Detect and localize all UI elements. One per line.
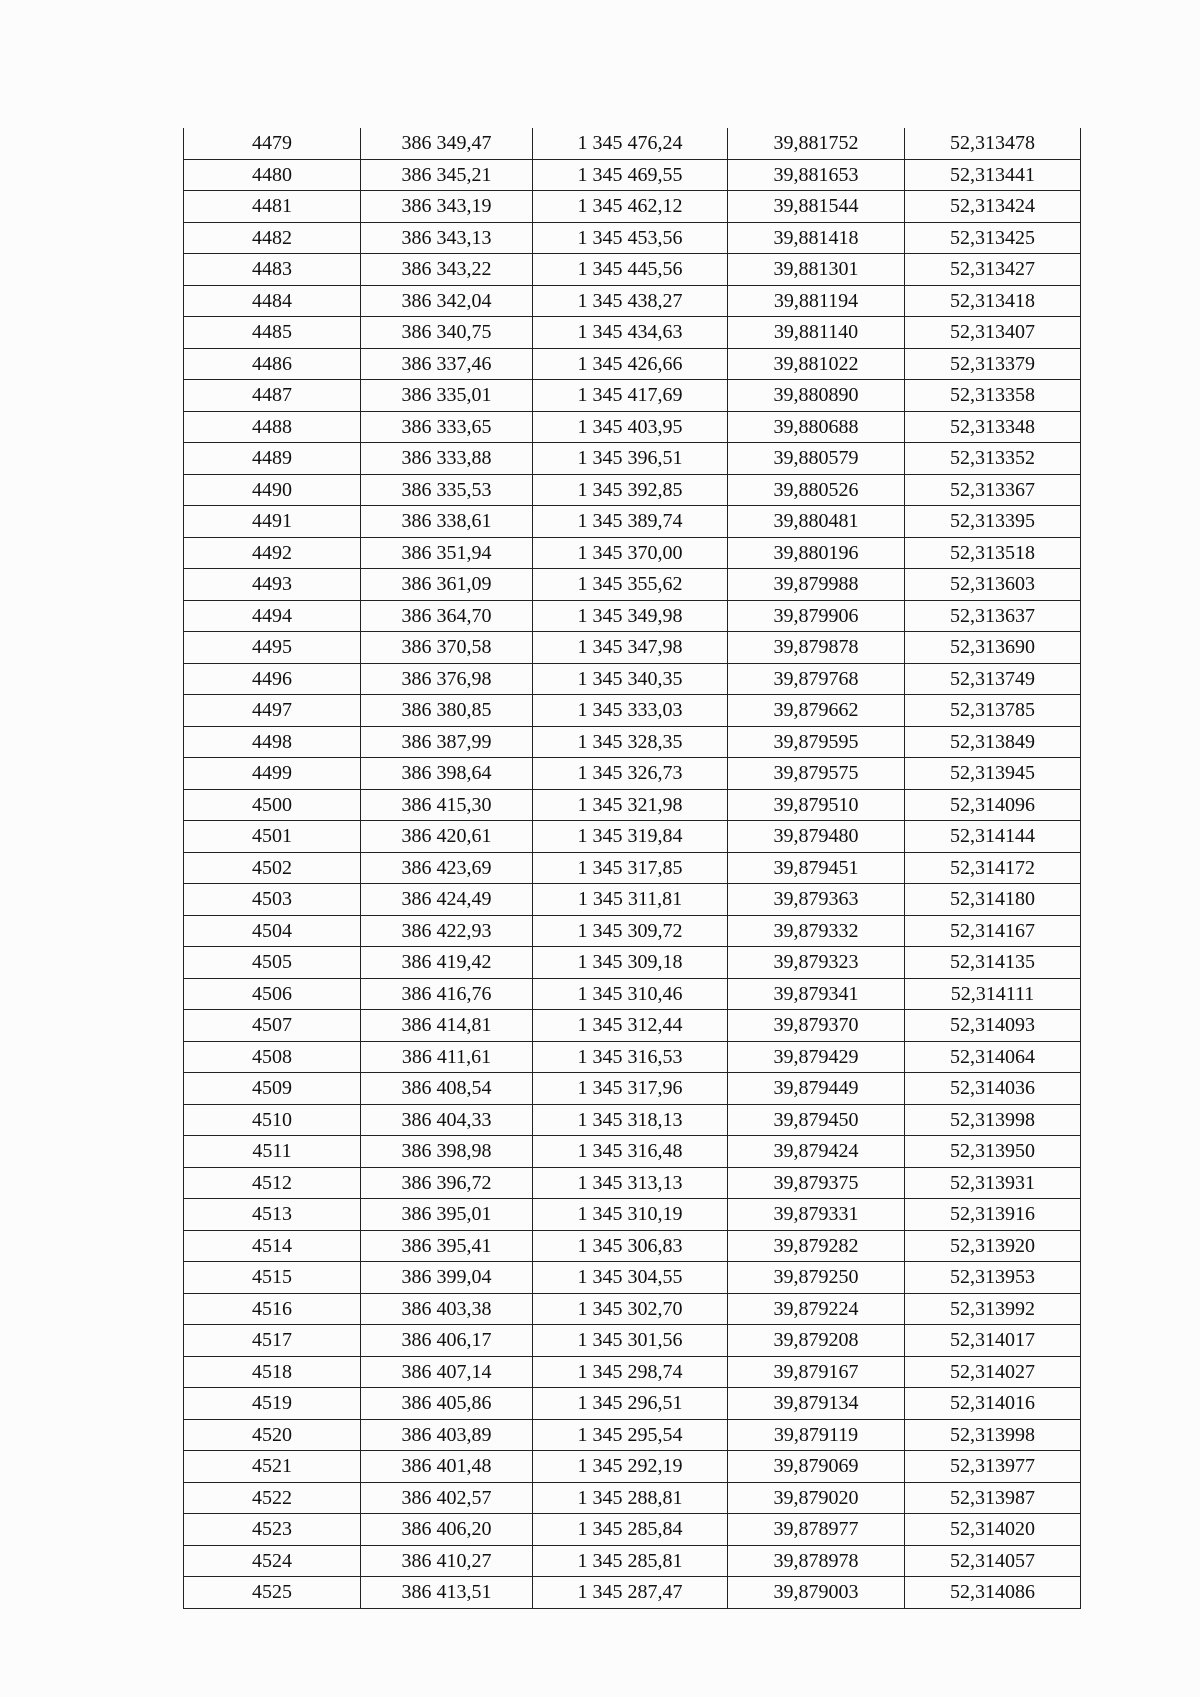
table-row <box>184 254 1081 286</box>
x-coordinate-cell: 386 415,30 <box>361 789 533 821</box>
table-row <box>184 1419 1081 1451</box>
longitude-cell: 52,313950 <box>905 1136 1081 1168</box>
y-coordinate-cell: 1 345 392,85 <box>533 474 728 506</box>
table-row <box>184 1451 1081 1483</box>
point-number-cell: 4504 <box>184 915 361 947</box>
longitude-cell: 52,314167 <box>905 915 1081 947</box>
point-number-cell: 4523 <box>184 1514 361 1546</box>
table-row <box>184 1356 1081 1388</box>
longitude-cell: 52,313603 <box>905 569 1081 601</box>
longitude-cell: 52,313427 <box>905 254 1081 286</box>
longitude-cell: 52,313998 <box>905 1419 1081 1451</box>
y-coordinate-cell: 1 345 333,03 <box>533 695 728 727</box>
point-number-cell: 4483 <box>184 254 361 286</box>
table-row <box>184 1514 1081 1546</box>
longitude-cell: 52,313367 <box>905 474 1081 506</box>
x-coordinate-cell: 386 343,22 <box>361 254 533 286</box>
y-coordinate-cell: 1 345 321,98 <box>533 789 728 821</box>
x-coordinate-cell: 386 420,61 <box>361 821 533 853</box>
y-coordinate-cell: 1 345 311,81 <box>533 884 728 916</box>
table-body <box>184 128 1081 1608</box>
longitude-cell: 52,313478 <box>905 128 1081 159</box>
latitude-cell: 39,880526 <box>728 474 905 506</box>
latitude-cell: 39,881022 <box>728 348 905 380</box>
y-coordinate-cell: 1 345 340,35 <box>533 663 728 695</box>
table-row <box>184 663 1081 695</box>
longitude-cell: 52,313920 <box>905 1230 1081 1262</box>
y-coordinate-cell: 1 345 285,84 <box>533 1514 728 1546</box>
table-row <box>184 821 1081 853</box>
longitude-cell: 52,314064 <box>905 1041 1081 1073</box>
table-row <box>184 411 1081 443</box>
latitude-cell: 39,879323 <box>728 947 905 979</box>
point-number-cell: 4508 <box>184 1041 361 1073</box>
longitude-cell: 52,313425 <box>905 222 1081 254</box>
y-coordinate-cell: 1 345 326,73 <box>533 758 728 790</box>
longitude-cell: 52,313998 <box>905 1104 1081 1136</box>
longitude-cell: 52,313424 <box>905 191 1081 223</box>
latitude-cell: 39,879208 <box>728 1325 905 1357</box>
y-coordinate-cell: 1 345 298,74 <box>533 1356 728 1388</box>
latitude-cell: 39,879375 <box>728 1167 905 1199</box>
longitude-cell: 52,313749 <box>905 663 1081 695</box>
longitude-cell: 52,314180 <box>905 884 1081 916</box>
x-coordinate-cell: 386 423,69 <box>361 852 533 884</box>
latitude-cell: 39,880890 <box>728 380 905 412</box>
latitude-cell: 39,879662 <box>728 695 905 727</box>
table-row <box>184 569 1081 601</box>
y-coordinate-cell: 1 345 319,84 <box>533 821 728 853</box>
x-coordinate-cell: 386 406,17 <box>361 1325 533 1357</box>
longitude-cell: 52,313849 <box>905 726 1081 758</box>
longitude-cell: 52,314017 <box>905 1325 1081 1357</box>
table-row <box>184 726 1081 758</box>
x-coordinate-cell: 386 402,57 <box>361 1482 533 1514</box>
y-coordinate-cell: 1 345 310,46 <box>533 978 728 1010</box>
y-coordinate-cell: 1 345 476,24 <box>533 128 728 159</box>
point-number-cell: 4516 <box>184 1293 361 1325</box>
latitude-cell: 39,879250 <box>728 1262 905 1294</box>
latitude-cell: 39,879595 <box>728 726 905 758</box>
point-number-cell: 4485 <box>184 317 361 349</box>
x-coordinate-cell: 386 370,58 <box>361 632 533 664</box>
table-row <box>184 1199 1081 1231</box>
longitude-cell: 52,313987 <box>905 1482 1081 1514</box>
point-number-cell: 4488 <box>184 411 361 443</box>
point-number-cell: 4513 <box>184 1199 361 1231</box>
longitude-cell: 52,313945 <box>905 758 1081 790</box>
y-coordinate-cell: 1 345 469,55 <box>533 159 728 191</box>
longitude-cell: 52,313637 <box>905 600 1081 632</box>
table-row <box>184 884 1081 916</box>
longitude-cell: 52,313518 <box>905 537 1081 569</box>
point-number-cell: 4512 <box>184 1167 361 1199</box>
y-coordinate-cell: 1 345 426,66 <box>533 348 728 380</box>
longitude-cell: 52,313379 <box>905 348 1081 380</box>
x-coordinate-cell: 386 399,04 <box>361 1262 533 1294</box>
table-row <box>184 852 1081 884</box>
longitude-cell: 52,313395 <box>905 506 1081 538</box>
latitude-cell: 39,881418 <box>728 222 905 254</box>
x-coordinate-cell: 386 404,33 <box>361 1104 533 1136</box>
point-number-cell: 4502 <box>184 852 361 884</box>
longitude-cell: 52,314144 <box>905 821 1081 853</box>
longitude-cell: 52,314135 <box>905 947 1081 979</box>
point-number-cell: 4496 <box>184 663 361 695</box>
point-number-cell: 4515 <box>184 1262 361 1294</box>
longitude-cell: 52,313931 <box>905 1167 1081 1199</box>
point-number-cell: 4520 <box>184 1419 361 1451</box>
x-coordinate-cell: 386 387,99 <box>361 726 533 758</box>
table-row <box>184 1104 1081 1136</box>
table-row <box>184 317 1081 349</box>
y-coordinate-cell: 1 345 347,98 <box>533 632 728 664</box>
latitude-cell: 39,879480 <box>728 821 905 853</box>
longitude-cell: 52,313992 <box>905 1293 1081 1325</box>
x-coordinate-cell: 386 424,49 <box>361 884 533 916</box>
x-coordinate-cell: 386 414,81 <box>361 1010 533 1042</box>
x-coordinate-cell: 386 395,41 <box>361 1230 533 1262</box>
y-coordinate-cell: 1 345 304,55 <box>533 1262 728 1294</box>
y-coordinate-cell: 1 345 349,98 <box>533 600 728 632</box>
table-row <box>184 1136 1081 1168</box>
point-number-cell: 4500 <box>184 789 361 821</box>
table-row <box>184 1325 1081 1357</box>
y-coordinate-cell: 1 345 417,69 <box>533 380 728 412</box>
table-row <box>184 1545 1081 1577</box>
y-coordinate-cell: 1 345 285,81 <box>533 1545 728 1577</box>
y-coordinate-cell: 1 345 287,47 <box>533 1577 728 1609</box>
point-number-cell: 4495 <box>184 632 361 664</box>
y-coordinate-cell: 1 345 302,70 <box>533 1293 728 1325</box>
y-coordinate-cell: 1 345 317,96 <box>533 1073 728 1105</box>
table-row <box>184 285 1081 317</box>
table-row <box>184 128 1081 159</box>
point-number-cell: 4503 <box>184 884 361 916</box>
x-coordinate-cell: 386 406,20 <box>361 1514 533 1546</box>
latitude-cell: 39,879424 <box>728 1136 905 1168</box>
x-coordinate-cell: 386 411,61 <box>361 1041 533 1073</box>
table-row <box>184 191 1081 223</box>
latitude-cell: 39,879363 <box>728 884 905 916</box>
x-coordinate-cell: 386 335,01 <box>361 380 533 412</box>
point-number-cell: 4519 <box>184 1388 361 1420</box>
table-row <box>184 600 1081 632</box>
latitude-cell: 39,880196 <box>728 537 905 569</box>
table-row <box>184 978 1081 1010</box>
latitude-cell: 39,879449 <box>728 1073 905 1105</box>
y-coordinate-cell: 1 345 389,74 <box>533 506 728 538</box>
y-coordinate-cell: 1 345 309,18 <box>533 947 728 979</box>
longitude-cell: 52,313953 <box>905 1262 1081 1294</box>
table-row <box>184 348 1081 380</box>
longitude-cell: 52,314036 <box>905 1073 1081 1105</box>
x-coordinate-cell: 386 351,94 <box>361 537 533 569</box>
coordinates-table <box>183 128 1081 1609</box>
longitude-cell: 52,314096 <box>905 789 1081 821</box>
y-coordinate-cell: 1 345 445,56 <box>533 254 728 286</box>
table-row <box>184 506 1081 538</box>
point-number-cell: 4498 <box>184 726 361 758</box>
table-row <box>184 380 1081 412</box>
point-number-cell: 4525 <box>184 1577 361 1609</box>
x-coordinate-cell: 386 364,70 <box>361 600 533 632</box>
latitude-cell: 39,879906 <box>728 600 905 632</box>
x-coordinate-cell: 386 380,85 <box>361 695 533 727</box>
y-coordinate-cell: 1 345 309,72 <box>533 915 728 947</box>
latitude-cell: 39,879429 <box>728 1041 905 1073</box>
latitude-cell: 39,880579 <box>728 443 905 475</box>
point-number-cell: 4506 <box>184 978 361 1010</box>
latitude-cell: 39,878977 <box>728 1514 905 1546</box>
point-number-cell: 4479 <box>184 128 361 159</box>
table-row <box>184 695 1081 727</box>
point-number-cell: 4521 <box>184 1451 361 1483</box>
longitude-cell: 52,314020 <box>905 1514 1081 1546</box>
longitude-cell: 52,314057 <box>905 1545 1081 1577</box>
longitude-cell: 52,314093 <box>905 1010 1081 1042</box>
point-number-cell: 4511 <box>184 1136 361 1168</box>
y-coordinate-cell: 1 345 434,63 <box>533 317 728 349</box>
point-number-cell: 4486 <box>184 348 361 380</box>
table-row <box>184 1293 1081 1325</box>
x-coordinate-cell: 386 407,14 <box>361 1356 533 1388</box>
x-coordinate-cell: 386 403,38 <box>361 1293 533 1325</box>
table-row <box>184 1262 1081 1294</box>
point-number-cell: 4522 <box>184 1482 361 1514</box>
point-number-cell: 4491 <box>184 506 361 538</box>
table-row <box>184 1388 1081 1420</box>
longitude-cell: 52,313407 <box>905 317 1081 349</box>
y-coordinate-cell: 1 345 370,00 <box>533 537 728 569</box>
x-coordinate-cell: 386 338,61 <box>361 506 533 538</box>
latitude-cell: 39,879332 <box>728 915 905 947</box>
x-coordinate-cell: 386 361,09 <box>361 569 533 601</box>
latitude-cell: 39,879878 <box>728 632 905 664</box>
latitude-cell: 39,881140 <box>728 317 905 349</box>
latitude-cell: 39,881301 <box>728 254 905 286</box>
x-coordinate-cell: 386 405,86 <box>361 1388 533 1420</box>
y-coordinate-cell: 1 345 288,81 <box>533 1482 728 1514</box>
point-number-cell: 4492 <box>184 537 361 569</box>
latitude-cell: 39,881752 <box>728 128 905 159</box>
x-coordinate-cell: 386 410,27 <box>361 1545 533 1577</box>
latitude-cell: 39,881194 <box>728 285 905 317</box>
y-coordinate-cell: 1 345 312,44 <box>533 1010 728 1042</box>
latitude-cell: 39,881653 <box>728 159 905 191</box>
latitude-cell: 39,880688 <box>728 411 905 443</box>
longitude-cell: 52,314086 <box>905 1577 1081 1609</box>
latitude-cell: 39,879331 <box>728 1199 905 1231</box>
longitude-cell: 52,313977 <box>905 1451 1081 1483</box>
table-row <box>184 222 1081 254</box>
y-coordinate-cell: 1 345 295,54 <box>533 1419 728 1451</box>
longitude-cell: 52,314111 <box>905 978 1081 1010</box>
y-coordinate-cell: 1 345 318,13 <box>533 1104 728 1136</box>
longitude-cell: 52,313441 <box>905 159 1081 191</box>
y-coordinate-cell: 1 345 396,51 <box>533 443 728 475</box>
table-row <box>184 1230 1081 1262</box>
latitude-cell: 39,881544 <box>728 191 905 223</box>
latitude-cell: 39,880481 <box>728 506 905 538</box>
table-row <box>184 632 1081 664</box>
table-row <box>184 537 1081 569</box>
y-coordinate-cell: 1 345 317,85 <box>533 852 728 884</box>
point-number-cell: 4484 <box>184 285 361 317</box>
point-number-cell: 4509 <box>184 1073 361 1105</box>
longitude-cell: 52,314016 <box>905 1388 1081 1420</box>
point-number-cell: 4524 <box>184 1545 361 1577</box>
latitude-cell: 39,879370 <box>728 1010 905 1042</box>
latitude-cell: 39,879119 <box>728 1419 905 1451</box>
latitude-cell: 39,879282 <box>728 1230 905 1262</box>
longitude-cell: 52,313348 <box>905 411 1081 443</box>
point-number-cell: 4487 <box>184 380 361 412</box>
point-number-cell: 4510 <box>184 1104 361 1136</box>
x-coordinate-cell: 386 333,65 <box>361 411 533 443</box>
longitude-cell: 52,314027 <box>905 1356 1081 1388</box>
point-number-cell: 4505 <box>184 947 361 979</box>
x-coordinate-cell: 386 343,13 <box>361 222 533 254</box>
latitude-cell: 39,879510 <box>728 789 905 821</box>
x-coordinate-cell: 386 422,93 <box>361 915 533 947</box>
point-number-cell: 4482 <box>184 222 361 254</box>
x-coordinate-cell: 386 395,01 <box>361 1199 533 1231</box>
point-number-cell: 4481 <box>184 191 361 223</box>
x-coordinate-cell: 386 401,48 <box>361 1451 533 1483</box>
y-coordinate-cell: 1 345 316,48 <box>533 1136 728 1168</box>
y-coordinate-cell: 1 345 296,51 <box>533 1388 728 1420</box>
table-row <box>184 1010 1081 1042</box>
latitude-cell: 39,879003 <box>728 1577 905 1609</box>
table-row <box>184 915 1081 947</box>
x-coordinate-cell: 386 333,88 <box>361 443 533 475</box>
point-number-cell: 4507 <box>184 1010 361 1042</box>
table-row <box>184 474 1081 506</box>
latitude-cell: 39,879450 <box>728 1104 905 1136</box>
x-coordinate-cell: 386 413,51 <box>361 1577 533 1609</box>
x-coordinate-cell: 386 376,98 <box>361 663 533 695</box>
x-coordinate-cell: 386 335,53 <box>361 474 533 506</box>
table-row <box>184 789 1081 821</box>
latitude-cell: 39,879341 <box>728 978 905 1010</box>
latitude-cell: 39,878978 <box>728 1545 905 1577</box>
point-number-cell: 4490 <box>184 474 361 506</box>
x-coordinate-cell: 386 398,98 <box>361 1136 533 1168</box>
table-row <box>184 1041 1081 1073</box>
y-coordinate-cell: 1 345 438,27 <box>533 285 728 317</box>
x-coordinate-cell: 386 416,76 <box>361 978 533 1010</box>
latitude-cell: 39,879575 <box>728 758 905 790</box>
point-number-cell: 4494 <box>184 600 361 632</box>
x-coordinate-cell: 386 396,72 <box>361 1167 533 1199</box>
x-coordinate-cell: 386 340,75 <box>361 317 533 349</box>
point-number-cell: 4499 <box>184 758 361 790</box>
y-coordinate-cell: 1 345 316,53 <box>533 1041 728 1073</box>
y-coordinate-cell: 1 345 306,83 <box>533 1230 728 1262</box>
x-coordinate-cell: 386 403,89 <box>361 1419 533 1451</box>
latitude-cell: 39,879134 <box>728 1388 905 1420</box>
table-row <box>184 159 1081 191</box>
point-number-cell: 4518 <box>184 1356 361 1388</box>
table-row <box>184 758 1081 790</box>
point-number-cell: 4489 <box>184 443 361 475</box>
point-number-cell: 4493 <box>184 569 361 601</box>
table-row <box>184 947 1081 979</box>
x-coordinate-cell: 386 342,04 <box>361 285 533 317</box>
latitude-cell: 39,879167 <box>728 1356 905 1388</box>
longitude-cell: 52,313690 <box>905 632 1081 664</box>
point-number-cell: 4497 <box>184 695 361 727</box>
point-number-cell: 4480 <box>184 159 361 191</box>
latitude-cell: 39,879069 <box>728 1451 905 1483</box>
longitude-cell: 52,313916 <box>905 1199 1081 1231</box>
table-row <box>184 1167 1081 1199</box>
table-row <box>184 1577 1081 1609</box>
longitude-cell: 52,313358 <box>905 380 1081 412</box>
table-row <box>184 1482 1081 1514</box>
y-coordinate-cell: 1 345 292,19 <box>533 1451 728 1483</box>
table-row <box>184 1073 1081 1105</box>
y-coordinate-cell: 1 345 355,62 <box>533 569 728 601</box>
point-number-cell: 4517 <box>184 1325 361 1357</box>
y-coordinate-cell: 1 345 453,56 <box>533 222 728 254</box>
y-coordinate-cell: 1 345 328,35 <box>533 726 728 758</box>
y-coordinate-cell: 1 345 313,13 <box>533 1167 728 1199</box>
x-coordinate-cell: 386 398,64 <box>361 758 533 790</box>
x-coordinate-cell: 386 337,46 <box>361 348 533 380</box>
longitude-cell: 52,313418 <box>905 285 1081 317</box>
y-coordinate-cell: 1 345 403,95 <box>533 411 728 443</box>
x-coordinate-cell: 386 408,54 <box>361 1073 533 1105</box>
latitude-cell: 39,879988 <box>728 569 905 601</box>
point-number-cell: 4501 <box>184 821 361 853</box>
latitude-cell: 39,879224 <box>728 1293 905 1325</box>
x-coordinate-cell: 386 349,47 <box>361 128 533 159</box>
longitude-cell: 52,314172 <box>905 852 1081 884</box>
x-coordinate-cell: 386 419,42 <box>361 947 533 979</box>
x-coordinate-cell: 386 343,19 <box>361 191 533 223</box>
y-coordinate-cell: 1 345 301,56 <box>533 1325 728 1357</box>
latitude-cell: 39,879768 <box>728 663 905 695</box>
longitude-cell: 52,313785 <box>905 695 1081 727</box>
x-coordinate-cell: 386 345,21 <box>361 159 533 191</box>
latitude-cell: 39,879020 <box>728 1482 905 1514</box>
point-number-cell: 4514 <box>184 1230 361 1262</box>
longitude-cell: 52,313352 <box>905 443 1081 475</box>
table-row <box>184 443 1081 475</box>
y-coordinate-cell: 1 345 310,19 <box>533 1199 728 1231</box>
latitude-cell: 39,879451 <box>728 852 905 884</box>
y-coordinate-cell: 1 345 462,12 <box>533 191 728 223</box>
